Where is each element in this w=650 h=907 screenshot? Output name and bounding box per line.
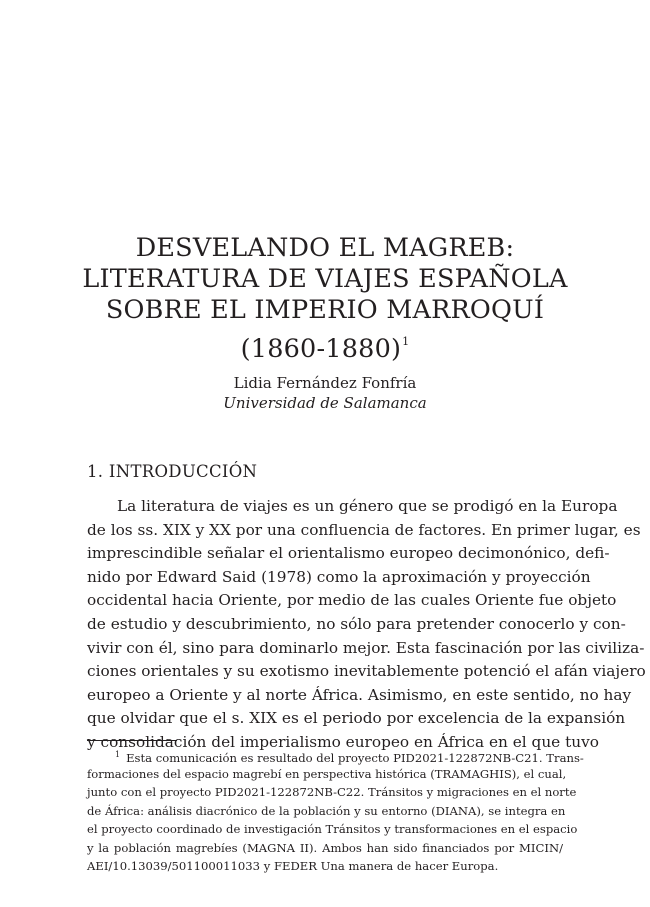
footnote-line: junto con el proyecto PID2021-122872NB-C22. Tránsitos y migraciones en el norte xyxy=(87,785,577,799)
body-line: ciones orientales y su exotismo inevitablemente potenció el afán viajero xyxy=(87,662,646,681)
title-line-2: LITERATURA DE VIAJES ESPAÑOLA xyxy=(82,264,568,294)
body-paragraph xyxy=(87,495,646,755)
section-heading: 1. INTRODUCCIÓN xyxy=(87,462,258,481)
title-years: (1860-1880) xyxy=(240,334,402,364)
title-line-4 xyxy=(60,326,590,365)
body-line: de los ss. XIX y XX por una confluencia de factores. En primer lugar, es xyxy=(87,520,641,539)
title-line-1: DESVELANDO EL MAGREB: xyxy=(135,233,515,263)
body-line: nido por Edward Said (1978) como la aproximación y proyección xyxy=(87,567,591,586)
footnote-line xyxy=(87,746,584,765)
title-footnote-ref[interactable]: 1 xyxy=(402,335,410,348)
body-line: que olvidar que el s. XIX es el periodo por excelencia de la expansión xyxy=(87,709,626,728)
body-line: occidental hacia Oriente, por medio de las cuales Oriente fue objeto xyxy=(87,591,617,610)
footnote-mark: 1 xyxy=(115,750,121,759)
author-affiliation: Universidad de Salamanca xyxy=(223,394,427,412)
footnote xyxy=(87,746,584,876)
paper-title xyxy=(60,233,590,365)
title-line-3: SOBRE EL IMPERIO MARROQUÍ xyxy=(105,295,545,325)
author-name: Lidia Fernández Fonfría xyxy=(233,374,417,392)
footnote-divider xyxy=(87,740,177,741)
footnote-line: AEI/10.13039/501100011033 y FEDER Una manera de hacer Europa. xyxy=(87,859,499,873)
body-line: europeo a Oriente y al norte África. Asimismo, en este sentido, no hay xyxy=(87,685,632,704)
footnote-line: de África: análisis diacrónico de la población y su entorno (DIANA), se integra en xyxy=(87,803,566,818)
footnote-text: Esta comunicación es resultado del proyecto PID2021-122872NB-C21. Trans- xyxy=(126,751,584,765)
body-line: vivir con él, sino para dominarlo mejor. Esta fascinación por las civiliza- xyxy=(87,638,645,657)
body-line: y consolidación del imperialismo europeo en África en el que tuvo xyxy=(87,732,599,751)
footnote-line: y la población magrebíes (MAGNA II). Ambos han sido financiados por MICIN/ xyxy=(87,840,563,855)
body-line: de estudio y descubrimiento, no sólo para pretender conocerlo y con- xyxy=(87,614,626,633)
footnote-line: formaciones del espacio magrebí en perspectiva histórica (TRAMAGHIS), el cual, xyxy=(87,766,567,781)
body-line: imprescindible señalar el orientalismo europeo decimonónico, defi- xyxy=(87,544,610,563)
body-line: La literatura de viajes es un género que se prodigó en la Europa xyxy=(117,497,618,515)
footnote-line: el proyecto coordinado de investigación Tránsitos y transformaciones en el espacio xyxy=(87,822,578,836)
